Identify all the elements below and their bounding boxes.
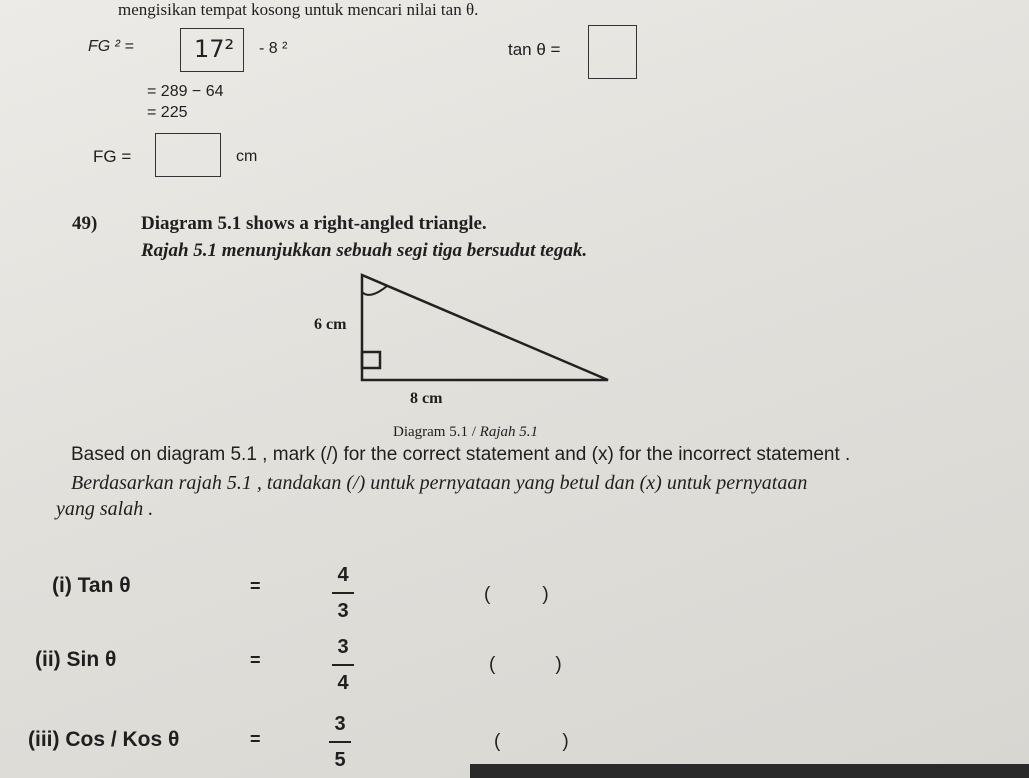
paren-open: (: [489, 654, 496, 675]
question-number: 49): [72, 213, 98, 234]
instruction-ms-line1: Berdasarkan rajah 5.1 , tandakan (/) untuk pernyataan yang betul dan (x) untuk pernyataan: [71, 472, 808, 494]
fraction-bar: [329, 741, 351, 743]
statement-iii-equals: =: [250, 729, 261, 749]
caption-ms: Rajah 5.1: [479, 424, 538, 440]
statement-i-denominator: 3: [337, 600, 349, 622]
statement-iii-denominator: 5: [334, 749, 346, 771]
step-one: = 289 − 64: [147, 83, 224, 100]
caption-en: Diagram 5.1: [393, 424, 468, 440]
instruction-ms-line2: yang salah .: [56, 498, 154, 520]
statement-i-equals: =: [250, 576, 261, 596]
question-text-ms: Rajah 5.1 menunjukkan sebuah segi tiga bersudut tegak.: [141, 240, 588, 261]
paren-close: ): [542, 584, 549, 605]
paren-close: ): [555, 654, 562, 675]
fg-squared-handwritten: 17²: [194, 35, 235, 63]
statement-ii-denominator: 4: [337, 672, 349, 694]
intro-text: mengisikan tempat kosong untuk mencari nilai tan θ.: [118, 0, 479, 19]
fraction-bar: [332, 592, 354, 594]
right-angle-marker: [362, 352, 380, 368]
paren-open: (: [494, 731, 501, 752]
fg-unit: cm: [236, 148, 258, 165]
statement-i-numerator: 4: [337, 564, 349, 586]
triangle-outline: [362, 275, 608, 380]
fg-answer-box[interactable]: [155, 133, 221, 177]
fraction-bar: [332, 664, 354, 666]
statement-ii-fraction: [328, 635, 358, 695]
side-horizontal-label: 8 cm: [410, 390, 443, 407]
side-vertical-label: 6 cm: [314, 316, 347, 333]
statement-iii-answer-slot[interactable]: [494, 731, 569, 753]
statement-iii-fraction: [325, 712, 355, 772]
statement-i-label: (i) Tan θ: [52, 574, 131, 597]
statement-ii-numerator: 3: [337, 636, 349, 658]
statement-i-fraction: [328, 563, 358, 623]
fg-squared-label: FG ² =: [88, 38, 134, 55]
theta-angle-arc: [362, 286, 387, 295]
statement-iii-label: (iii) Cos / Kos θ: [28, 728, 180, 751]
minus-term: - 8 ²: [259, 40, 288, 57]
diagram-caption: [393, 424, 538, 441]
page-bottom-edge: [470, 764, 1029, 778]
question-text-en: Diagram 5.1 shows a right-angled triangle.: [141, 213, 487, 234]
paren-close: ): [562, 731, 569, 752]
statement-ii-equals: =: [250, 650, 261, 670]
statement-ii-label: (ii) Sin θ: [35, 648, 117, 671]
statement-i-answer-slot[interactable]: [484, 584, 549, 606]
right-triangle-diagram: [340, 270, 620, 390]
instruction-en: Based on diagram 5.1 , mark (/) for the correct statement and (x) for the incorrect statement .: [71, 444, 851, 465]
paren-open: (: [484, 584, 491, 605]
tan-label: tan θ =: [508, 40, 561, 59]
caption-separator: /: [467, 424, 480, 440]
tan-answer-box[interactable]: [588, 25, 637, 79]
fg-squared-answer-box[interactable]: [180, 28, 244, 72]
statement-iii-numerator: 3: [334, 713, 346, 735]
statement-ii-answer-slot[interactable]: [489, 654, 562, 676]
step-two: = 225: [147, 104, 188, 121]
fg-label: FG =: [93, 147, 132, 166]
